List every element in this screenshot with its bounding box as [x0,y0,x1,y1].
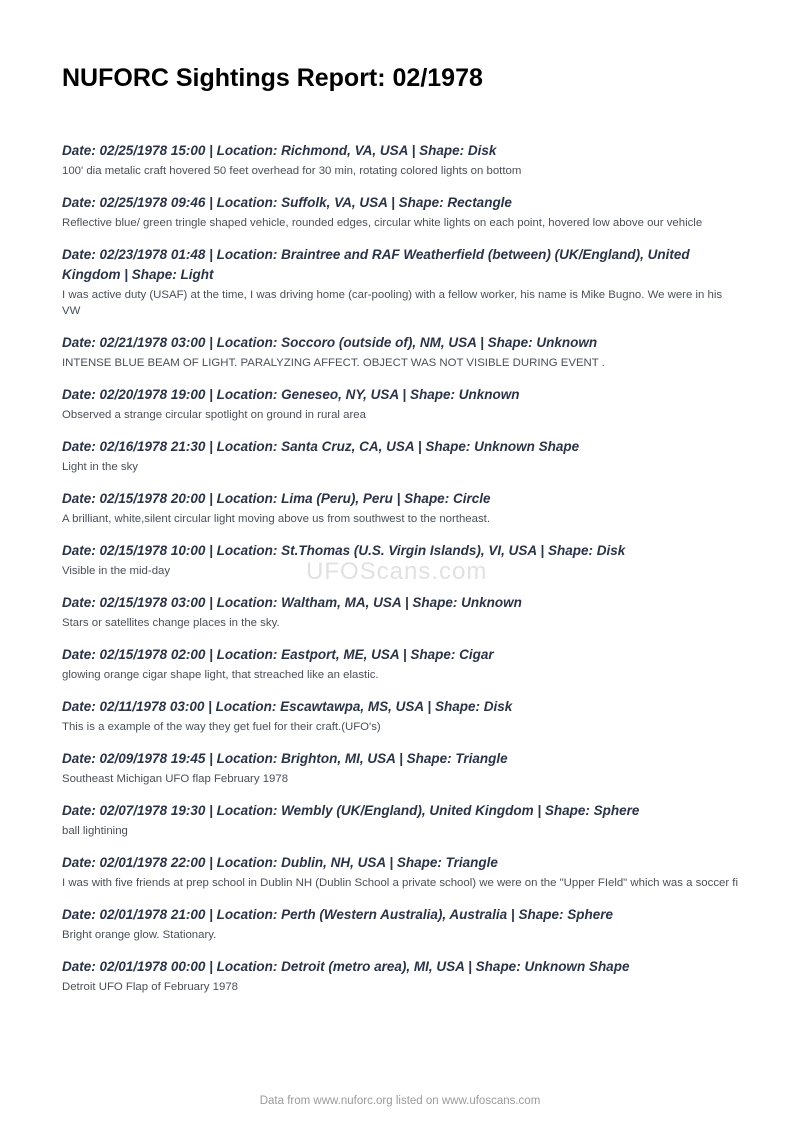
sighting-heading: Date: 02/23/1978 01:48 | Location: Braintree and RAF Weatherfield (between) (UK/England), United Kingdom | Shape: Light [62,247,690,282]
sighting-summary: I was active duty (USAF) at the time, I was driving home (car-pooling) with a fellow worker, his name is Mike Bugno. We were in his VW [62,289,723,317]
watermark: UFOScans.com [306,558,488,585]
sighting-heading: Date: 02/15/1978 03:00 | Location: Waltham, MA, USA | Shape: Unknown [62,595,522,610]
sighting-entry [62,385,742,423]
sighting-entry [62,193,742,231]
sighting-entry [62,645,742,683]
sighting-entry [62,141,742,179]
sighting-heading: Date: 02/15/1978 10:00 | Location: St.Thomas (U.S. Virgin Islands), VI, USA | Shape: Disk [62,543,626,558]
sighting-heading: Date: 02/09/1978 19:45 | Location: Brighton, MI, USA | Shape: Triangle [62,751,508,766]
sighting-heading: Date: 02/25/1978 09:46 | Location: Suffolk, VA, USA | Shape: Rectangle [62,195,512,210]
sighting-heading: Date: 02/07/1978 19:30 | Location: Wembly (UK/England), United Kingdom | Shape: Sphere [62,803,640,818]
sighting-entry [62,853,742,891]
sighting-heading: Date: 02/15/1978 20:00 | Location: Lima (Peru), Peru | Shape: Circle [62,491,491,506]
sighting-summary: Southeast Michigan UFO flap February 1978 [62,773,289,785]
sighting-summary: Observed a strange circular spotlight on ground in rural area [62,409,366,421]
sighting-heading: Date: 02/25/1978 15:00 | Location: Richmond, VA, USA | Shape: Disk [62,143,497,158]
sighting-summary: Reflective blue/ green tringle shaped vehicle, rounded edges, circular white lights on each point, hovered low above our vehicle [62,217,703,229]
sighting-heading: Date: 02/20/1978 19:00 | Location: Geneseo, NY, USA | Shape: Unknown [62,387,520,402]
sighting-summary: Detroit UFO Flap of February 1978 [62,981,238,993]
sighting-entry [62,905,742,943]
sighting-heading: Date: 02/01/1978 21:00 | Location: Perth (Western Australia), Australia | Shape: Sphere [62,907,613,922]
sighting-heading: Date: 02/16/1978 21:30 | Location: Santa Cruz, CA, USA | Shape: Unknown Shape [62,439,580,454]
sighting-summary: ball lightining [62,825,128,837]
sighting-entry [62,749,742,787]
sighting-entry [62,489,742,527]
sighting-summary: 100' dia metalic craft hovered 50 feet overhead for 30 min, rotating colored lights on bottom [62,165,522,177]
sighting-summary: glowing orange cigar shape light, that streached like an elastic. [62,669,379,681]
sighting-entry [62,437,742,475]
sighting-entry [62,957,742,995]
sighting-summary: Visible in the mid-day [62,565,171,577]
sighting-summary: INTENSE BLUE BEAM OF LIGHT. PARALYZING AFFECT. OBJECT WAS NOT VISIBLE DURING EVENT . [62,357,605,369]
page-title: NUFORC Sightings Report: 02/1978 [62,64,483,92]
sighting-entry [62,801,742,839]
sighting-entry [62,333,742,371]
sighting-summary: Stars or satellites change places in the sky. [62,617,280,629]
sighting-entry [62,593,742,631]
sighting-summary: This is a example of the way they get fuel for their craft.(UFO's) [62,721,381,733]
page-footer: Data from www.nuforc.org listed on www.ufoscans.com [259,1095,541,1107]
sighting-summary: A brilliant, white,silent circular light moving above us from southwest to the northeast. [62,513,490,525]
sighting-heading: Date: 02/21/1978 03:00 | Location: Soccoro (outside of), NM, USA | Shape: Unknown [62,335,598,350]
sighting-heading: Date: 02/01/1978 22:00 | Location: Dublin, NH, USA | Shape: Triangle [62,855,498,870]
sighting-heading: Date: 02/11/1978 03:00 | Location: Escawtawpa, MS, USA | Shape: Disk [62,699,513,714]
sighting-heading: Date: 02/15/1978 02:00 | Location: Eastport, ME, USA | Shape: Cigar [62,647,494,662]
sighting-summary: Light in the sky [62,461,138,473]
sighting-entry [62,697,742,735]
sighting-entry [62,245,742,319]
sighting-summary: I was with five friends at prep school in Dublin NH (Dublin School a private school) we were on the "Upper FIeld" which was a soccer fi [62,877,739,889]
sighting-heading: Date: 02/01/1978 00:00 | Location: Detroit (metro area), MI, USA | Shape: Unknown Shape [62,959,630,974]
sighting-summary: Bright orange glow. Stationary. [62,929,217,941]
